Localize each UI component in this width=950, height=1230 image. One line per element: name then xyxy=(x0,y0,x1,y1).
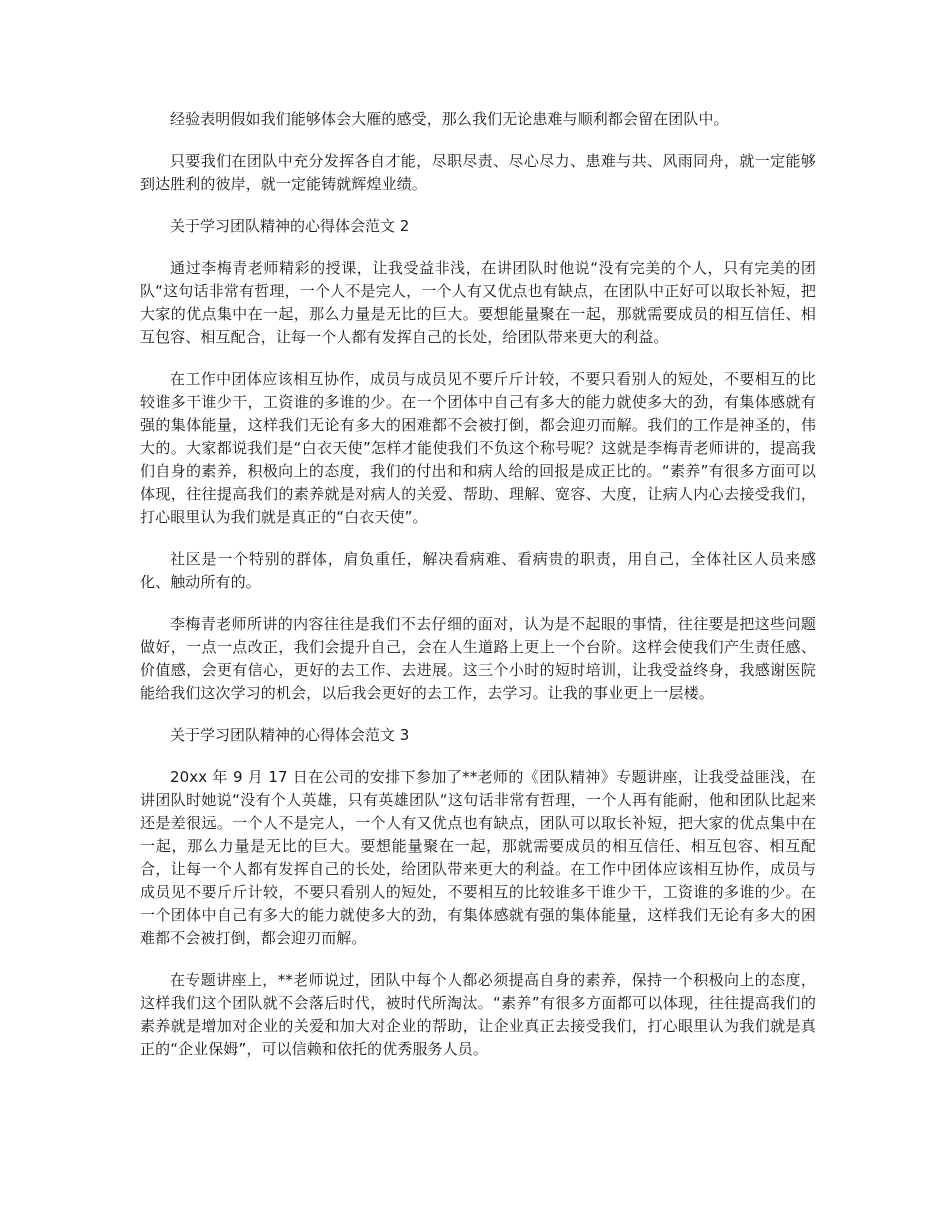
paragraph: 在工作中团体应该相互协作，成员与成员见不要斤斤计较，不要只看别人的短处，不要相互的比较谁多干谁少干，工资谁的多谁的少。在一个团体中自己有多大的能力就使多大的劲，有集体感就有强的集体能量，这样我们无论有多大的困难都不会被打倒，都会迎刃而解。我们的工作是神圣的，伟大的。大家都说我们是“白衣天使”怎样才能使我们不负这个称号呢？这就是李梅青老师讲的，提高我们自身的素养，积极向上的态度，我们的付出和和病人给的回报是成正比的。“素养”有很多方面可以体现，往往提高我们的素养就是对病人的关爱、帮助、理解、宽容、大度，让病人内心去接受我们，打心眼里认为我们就是真正的“白衣天使”。 xyxy=(140,370,816,526)
paragraph: 社区是一个特别的群体，肩负重任，解决看病难、看病贵的职责，用自己，全体社区人员来感化、触动所有的。 xyxy=(140,550,816,591)
paragraph: 在专题讲座上，**老师说过，团队中每个人都必须提高自身的素养，保持一个积极向上的态度，这样我们这个团队就不会落后时代，被时代所淘汰。“素养”有很多方面都可以体现，往往提高我们的素养就是增加对企业的关爱和加大对企业的帮助，让企业真正去接受我们，打心眼里认为我们就是真正的“企业保姆”，可以信赖和依托的优秀服务人员。 xyxy=(140,971,816,1058)
section-heading: 关于学习团队精神的心得体会范文 2 xyxy=(170,217,410,235)
section-heading: 关于学习团队精神的心得体会范文 3 xyxy=(170,726,410,744)
paragraph: 通过李梅青老师精彩的授课，让我受益非浅，在讲团队时他说“没有完美的个人，只有完美的团队“这句话非常有哲理，一个人不是完人，一个人有又优点也有缺点，在团队中正好可以取长补短，把大家的优点集中在一起，那么力量是无比的巨大。要想能量聚在一起，那就需要成员的相互信任、相互包容、相互配合，让每一个人都有发挥自己的长处，给团队带来更大的利益。 xyxy=(140,259,816,346)
paragraph: 李梅青老师所讲的内容往往是我们不去仔细的面对，认为是不起眼的事情，往往要是把这些问题做好，一点一点改正，我们会提升自己，会在人生道路上更上一个台阶。这样会使我们产生责任感、价值感，会更有信心，更好的去工作、去进展。这三个小时的短时培训，让我受益终身，我感谢医院能给我们这次学习的机会，以后我会更好的去工作，去学习。让我的事业更上一层楼。 xyxy=(140,615,816,702)
paragraph: 只要我们在团队中充分发挥各自才能，尽职尽责、尽心尽力、患难与共、风雨同舟，就一定能够到达胜利的彼岸，就一定能铸就辉煌业绩。 xyxy=(140,152,816,193)
document-page xyxy=(140,108,816,1080)
paragraph: 经验表明假如我们能够体会大雁的感受，那么我们无论患难与顺利都会留在团队中。 xyxy=(170,110,729,128)
paragraph: 20xx 年 9 月 17 日在公司的安排下参加了**老师的《团队精神》专题讲座，让我受益匪浅，在讲团队时她说“没有个人英雄，只有英雄团队“这句话非常有哲理，一个人再有能耐，他和团队比起来还是差很远。一个人不是完人，一个人有又优点也有缺点，团队可以取长补短，把大家的优点集中在一起，那么力量是无比的巨大。要想能量聚在一起，那就需要成员的相互信任、相互包容、相互配合，让每一个人都有发挥自己的长处，给团队带来更大的利益。在工作中团体应该相互协作，成员与成员见不要斤斤计较，不要只看别人的短处，不要相互的比较谁多干谁少干，工资谁的多谁的少。在一个团体中自己有多大的能力就使多大的劲，有集体感就有强的集体能量，这样我们无论有多大的困难都不会被打倒，都会迎刃而解。 xyxy=(140,768,816,947)
